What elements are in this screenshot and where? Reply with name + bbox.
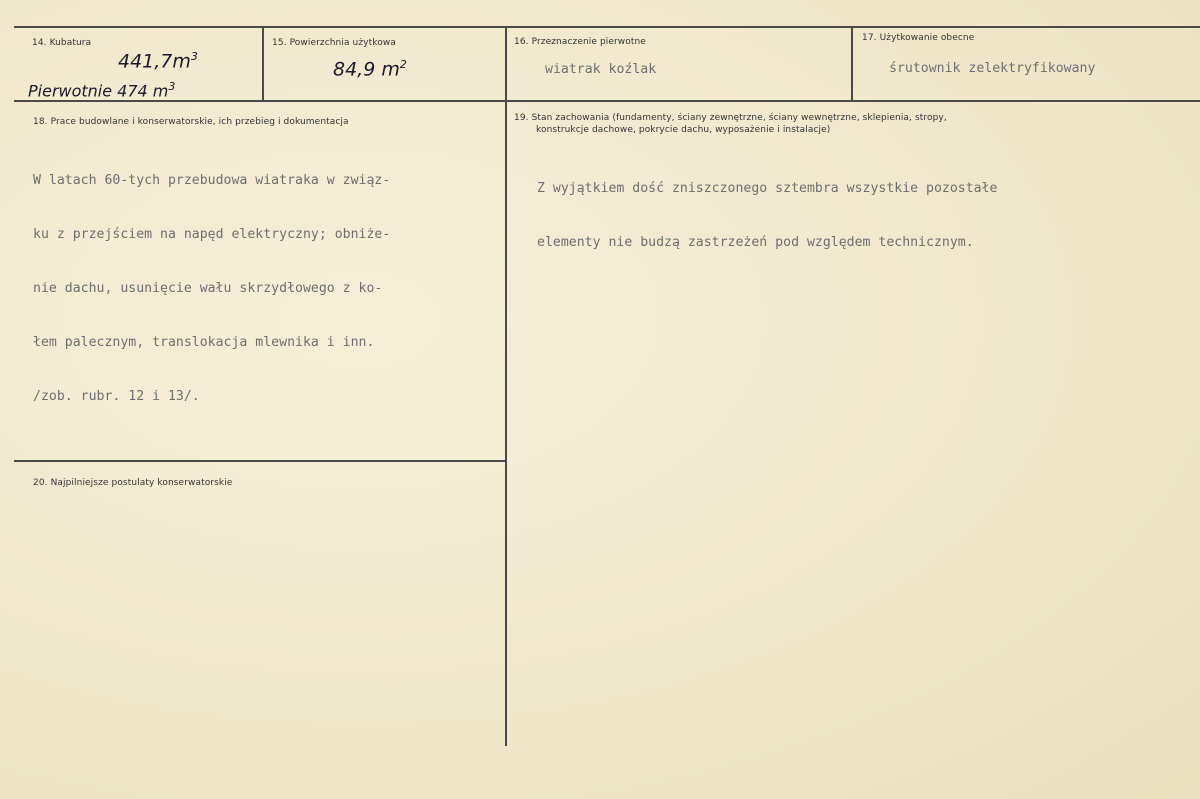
- field-18-text: [33, 136, 390, 442]
- field-18-line: nie dachu, usunięcie wału skrzydłowego z ko-: [33, 281, 383, 296]
- header-row-bottom-rule: [14, 100, 1200, 102]
- field-18-line: łem palecznym, translokacja mlewnika i inn.: [33, 335, 375, 350]
- field-17-label: 17. Użytkowanie obecne: [862, 33, 975, 43]
- field-19-line: Z wyjątkiem dość zniszczonego sztembra wszystkie pozostałe: [537, 181, 998, 196]
- top-rule: [14, 26, 1200, 28]
- section-18-bottom-rule: [14, 460, 506, 462]
- field-18-line: /zob. rubr. 12 i 13/.: [33, 389, 200, 404]
- field-15-value: 84,9 $m^2$: [333, 58, 407, 81]
- field-18-label: 18. Prace budowlane i konserwatorskie, ich przebieg i dokumentacja: [33, 117, 349, 127]
- field-20-label: 20. Najpilniejsze postulaty konserwatorskie: [33, 478, 233, 488]
- field-14-value: $441,7m^3$: [118, 50, 198, 73]
- field-18-line: ku z przejściem na napęd elektryczny; obniże-: [33, 227, 391, 242]
- field-15-label: 15. Powierzchnia użytkowa: [272, 38, 396, 48]
- field-19-label: [514, 112, 1034, 136]
- field-16-label: 16. Przeznaczenie pierwotne: [514, 37, 646, 47]
- field-14-label: 14. Kubatura: [32, 38, 92, 48]
- field-19-line: elementy nie budzą zastrzeżeń pod względem technicznym.: [537, 235, 974, 250]
- field-19-text: [537, 144, 998, 288]
- divider-15-16: [505, 26, 507, 746]
- field-16-value: wiatrak koźlak: [545, 62, 657, 77]
- field-17-value: śrutownik zelektryfikowany: [889, 61, 1096, 76]
- field-18-line: W latach 60-tych przebudowa wiatraka w związ-: [33, 173, 391, 188]
- field-14-original-value: Pierwotnie 474 $m^3$: [28, 80, 176, 101]
- divider-14-15: [262, 26, 264, 101]
- field-19-label-line-2: konstrukcje dachowe, pokrycie dachu, wyposażenie i instalacje): [536, 125, 831, 135]
- divider-16-17: [851, 26, 853, 101]
- field-19-label-line-1: 19. Stan zachowania (fundamenty, ściany zewnętrzne, ściany wewnętrzne, sklepienia, stropy,: [514, 113, 947, 123]
